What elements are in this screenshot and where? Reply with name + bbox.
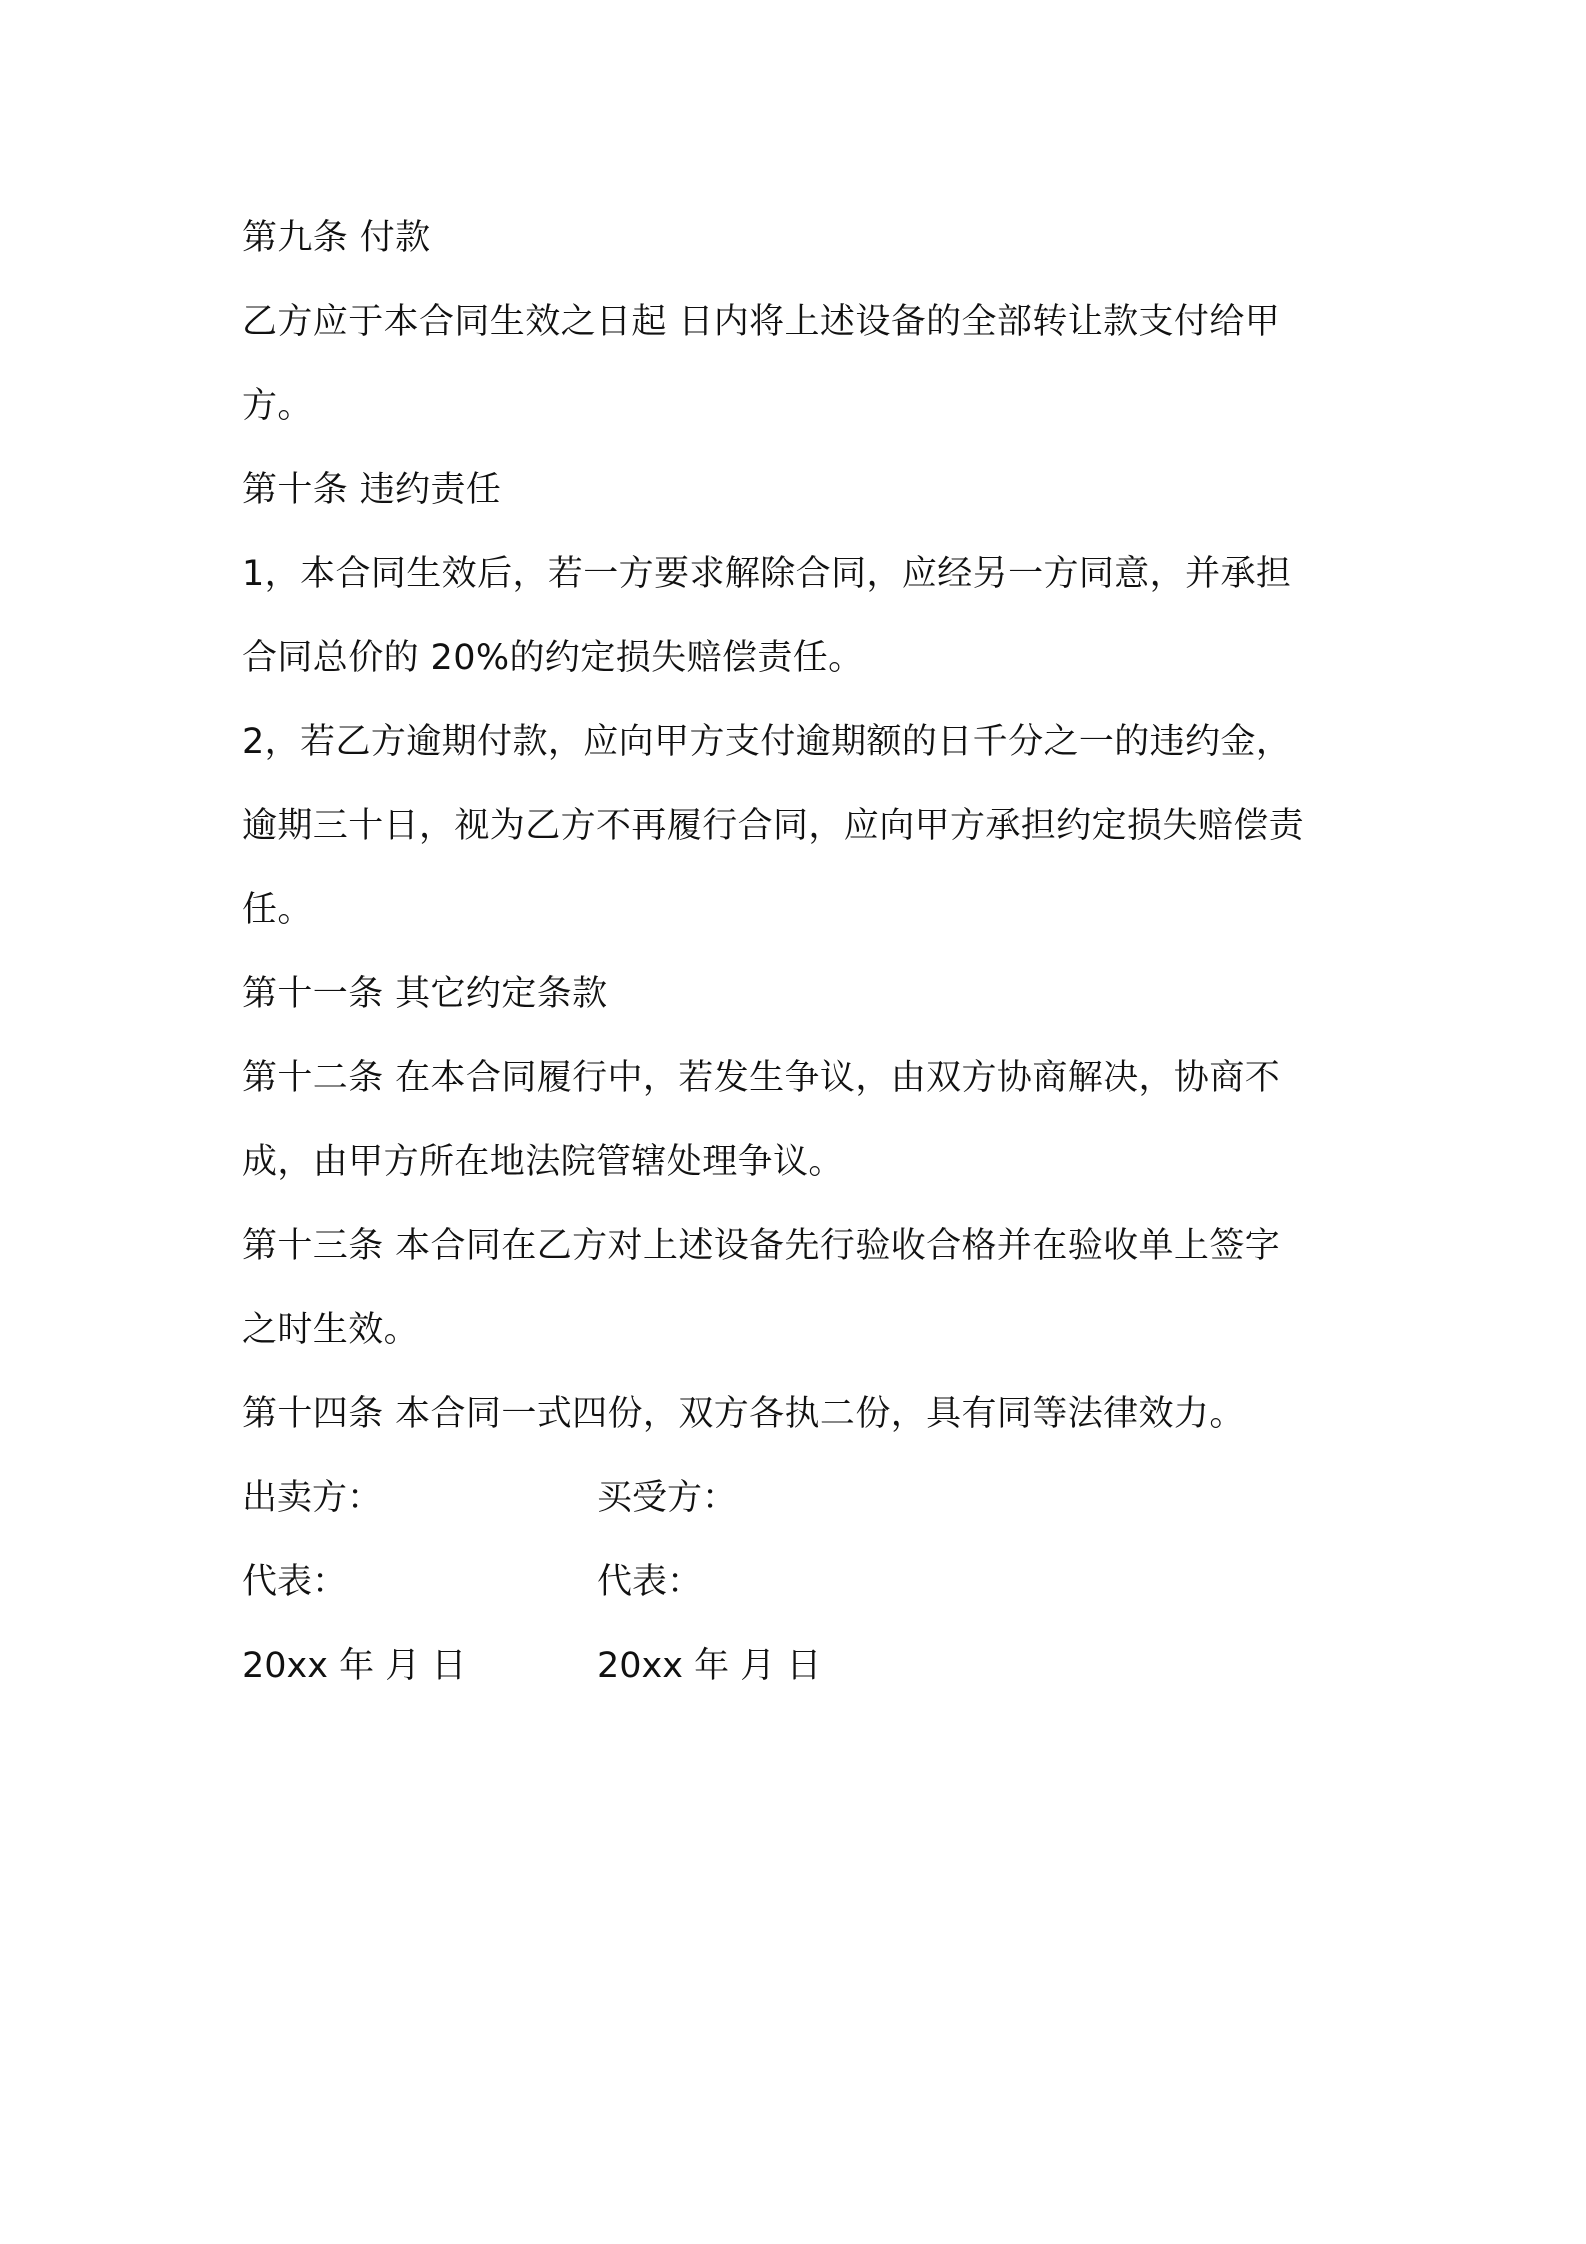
signature-representative-row [242, 1540, 1362, 1624]
article-9-text-line-1: 乙方应于本合同生效之日起 日内将上述设备的全部转让款支付给甲 [242, 302, 1281, 342]
article-12-line-1: 第十二条 在本合同履行中，若发生争议，由双方协商解决，协商不 [242, 1058, 1281, 1098]
article-12-line-2: 成，由甲方所在地法院管辖处理争议。 [242, 1142, 844, 1182]
seller-label: 出卖方： [242, 1478, 383, 1518]
article-9-text-line-2: 方。 [242, 386, 313, 426]
article-9-heading: 第九条 付款 [242, 218, 431, 258]
article-10-clause-2-line-2: 逾期三十日，视为乙方不再履行合同，应向甲方承担约定损失赔偿责 [242, 806, 1305, 846]
article-10-clause-2-line-1: 2，若乙方逾期付款，应向甲方支付逾期额的日千分之一的违约金， [242, 722, 1292, 762]
signature-date-row [242, 1624, 1362, 1708]
seller-date: 20xx 年 月 日 [242, 1646, 467, 1686]
buyer-label: 买受方： [597, 1478, 738, 1518]
article-10-heading: 第十条 违约责任 [242, 470, 502, 510]
article-13-line-1: 第十三条 本合同在乙方对上述设备先行验收合格并在验收单上签字 [242, 1226, 1281, 1266]
document-body [242, 196, 1362, 1708]
signature-party-row [242, 1456, 1362, 1540]
article-13-line-2: 之时生效。 [242, 1310, 420, 1350]
article-11-heading: 第十一条 其它约定条款 [242, 974, 608, 1014]
article-14-line-1: 第十四条 本合同一式四份，双方各执二份，具有同等法律效力。 [242, 1394, 1245, 1434]
article-10-clause-1-line-1: 1，本合同生效后，若一方要求解除合同，应经另一方同意，并承担 [242, 554, 1292, 594]
buyer-representative-label: 代表： [597, 1562, 703, 1602]
buyer-date: 20xx 年 月 日 [597, 1646, 822, 1686]
article-10-clause-1-line-2: 合同总价的 20%的约定损失赔偿责任。 [242, 638, 864, 678]
seller-representative-label: 代表： [242, 1562, 348, 1602]
article-10-clause-2-line-3: 任。 [242, 890, 313, 930]
